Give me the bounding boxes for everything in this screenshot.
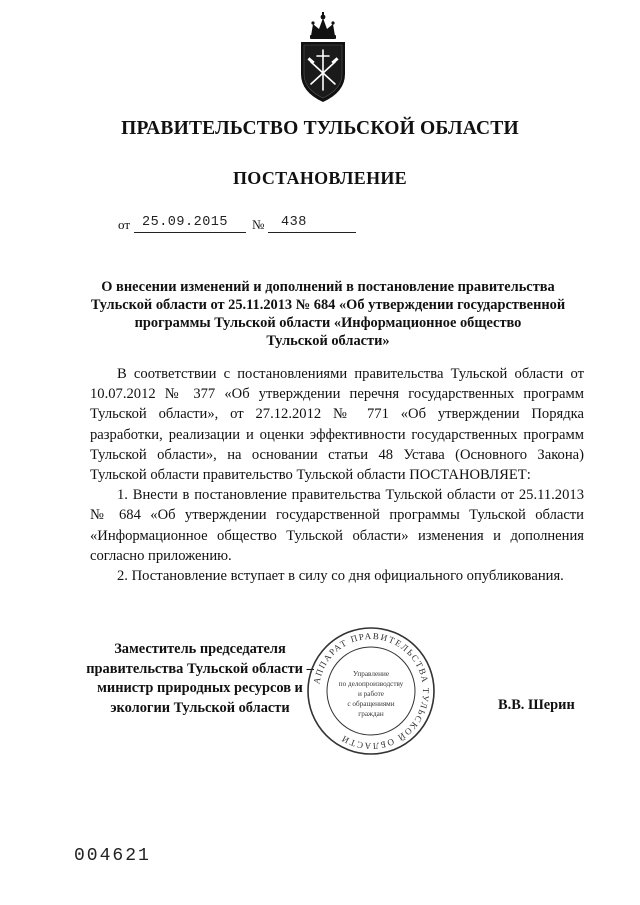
stamp-text-line: граждан bbox=[358, 710, 384, 718]
document-date: 25.09.2015 bbox=[142, 215, 229, 230]
signatory-line: министр природных ресурсов и bbox=[97, 680, 303, 696]
tula-coat-of-arms-icon bbox=[293, 12, 353, 104]
subject-line: Тульской области» bbox=[266, 333, 390, 349]
signatory-line: Заместитель председателя bbox=[114, 641, 286, 657]
subject-line: программы Тульской области «Информационное общество bbox=[134, 315, 522, 331]
stamp-text-line: с обращениями bbox=[347, 700, 395, 708]
number-label: № bbox=[252, 217, 265, 232]
document-body bbox=[90, 364, 584, 586]
stamp-text-line: и работе bbox=[358, 690, 384, 698]
subject-line: Тульской области от 25.11.2013 № 684 «Об утверждении государственной bbox=[90, 297, 566, 313]
signatory-position bbox=[80, 640, 320, 718]
stamp-text-line: по делопроизводству bbox=[338, 680, 404, 688]
government-title: ПРАВИТЕЛЬСТВО ТУЛЬСКОЙ ОБЛАСТИ bbox=[121, 118, 519, 139]
document-meta bbox=[0, 215, 640, 239]
date-label: от bbox=[118, 217, 131, 232]
date-underline bbox=[134, 232, 246, 233]
stamp-text-line: Управление bbox=[352, 670, 390, 678]
number-underline bbox=[268, 232, 356, 233]
document-subject bbox=[78, 278, 578, 350]
signatory-name: В.В. Шерин bbox=[498, 697, 575, 713]
registration-number: 004621 bbox=[74, 846, 151, 866]
document-number: 438 bbox=[281, 215, 307, 230]
stamp-ring-text: АППАРАТ ПРАВИТЕЛЬСТВА ТУЛЬСКОЙ ОБЛАСТИ bbox=[311, 630, 432, 752]
signatory-line: экологии Тульской области bbox=[110, 699, 290, 716]
signatory-line: правительства Тульской области – bbox=[86, 660, 314, 677]
subject-line: О внесении изменений и дополнений в постановление правительства bbox=[101, 279, 555, 295]
document-type: ПОСТАНОВЛЕНИЕ bbox=[233, 168, 407, 188]
official-stamp bbox=[304, 624, 438, 758]
body-paragraph-item-2: 2. Постановление вступает в силу со дня официального опубликования. bbox=[117, 568, 564, 585]
body-paragraph-item-1: 1. Внести в постановление правительства Тульской области от 25.11.2013 № 684 «Об утверждении государственной программы Тульской области «Информационное общество Тульской области» изменения и дополнения согласно приложению. bbox=[90, 487, 584, 564]
body-paragraph-preamble: В соответствии с постановлениями правительства Тульской области от 10.07.2012 № 377 «Об утверждении перечня государственных программ Тульской области», от 27.12.2012 № 771 «Об утверждении Порядка разработки, реализации и оценки эффективности государственных программ Тульской области», на основании статьи 48 Устава (Основного Закона) Тульской области правительство Тульской области ПОСТАНОВЛЯЕТ: bbox=[90, 366, 584, 484]
